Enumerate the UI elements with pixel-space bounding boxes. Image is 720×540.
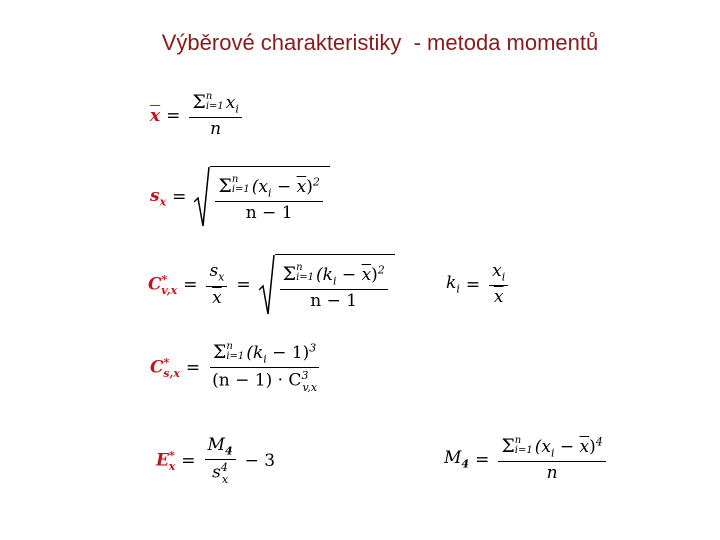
sum-lower: i=1: [296, 272, 315, 284]
cv-denominator: n − 1: [310, 291, 358, 312]
equals-sign: =: [181, 450, 196, 471]
mean-denominator: n: [210, 119, 222, 140]
sum-lower: i=1: [226, 350, 245, 362]
mean-fraction: [189, 92, 242, 139]
sum-upper: n: [231, 174, 239, 186]
power: 2: [312, 175, 320, 189]
cv-lhs: $C^*_{v,x}$: [148, 272, 178, 298]
radical-sign-icon: [194, 166, 210, 228]
formula-mean: [150, 92, 245, 139]
term: x: [225, 93, 236, 113]
cs-lhs: $C^*_{s,x}$: [150, 355, 180, 380]
equals-sign: =: [475, 449, 490, 470]
sum-symbol: Σ: [192, 91, 206, 113]
sum-upper: n: [296, 262, 303, 274]
term-sub: i: [235, 102, 239, 116]
cv-ratio: $\frac{s_x}{x}$: [206, 262, 227, 307]
minus: −: [336, 264, 362, 285]
mean-bar: $\overline{x}$: [579, 437, 590, 457]
term-sub: i: [263, 352, 267, 366]
term: (k: [246, 343, 264, 363]
cs-denominator: $(n - 1) \cdot C^3_{v,x}$: [212, 369, 318, 394]
cv-fraction: [280, 264, 388, 311]
power: 3: [309, 341, 317, 355]
sum-upper: n: [226, 340, 233, 352]
equals-sign: =: [183, 275, 198, 295]
formula-std: [150, 166, 330, 228]
sum-upper: n: [205, 90, 213, 102]
std-lhs: $s_x$: [150, 185, 167, 209]
sum-lower: i=1: [231, 184, 250, 196]
equals-sign: =: [185, 357, 201, 378]
paren: ): [371, 264, 378, 285]
equals-sign: =: [166, 105, 181, 126]
cs-fraction: [209, 342, 320, 394]
mean-bar: $\overline{x}$: [361, 264, 372, 285]
paren: ): [306, 176, 313, 197]
sqrt: [259, 254, 395, 316]
slide-title: Výběrové charakteristiky - metoda momentů: [161, 30, 599, 55]
m4-fraction: [498, 436, 605, 483]
minus: −: [271, 176, 297, 197]
radical-sign-icon: [259, 254, 275, 316]
term: (k: [316, 264, 333, 285]
ex-lhs: $E^*_x$: [156, 448, 176, 473]
term: (x: [251, 176, 269, 197]
m4-lhs: $M_4$: [444, 448, 470, 471]
formula-k: [446, 262, 511, 307]
sum-symbol: Σ: [501, 435, 515, 457]
sum-lower: i=1: [205, 100, 224, 112]
sum-symbol: Σ: [218, 174, 232, 197]
minus: −: [554, 437, 580, 457]
sum-lower: i=1: [514, 444, 533, 456]
std-fraction: [215, 176, 322, 223]
term-sub: i: [332, 274, 337, 288]
term-sub: i: [550, 446, 555, 460]
ex-tail: − 3: [244, 450, 276, 471]
mean-bar: $\overline{x}$: [296, 176, 307, 197]
sum-symbol: Σ: [282, 262, 297, 285]
m4-denominator: n: [546, 463, 558, 484]
equals-sign: =: [172, 187, 187, 207]
sum-symbol: Σ: [212, 341, 227, 363]
k-lhs: $k_i$: [446, 273, 460, 296]
paren: ): [589, 437, 596, 457]
power: 2: [377, 263, 385, 277]
term-sub: i: [268, 186, 272, 200]
equals-sign: =: [236, 275, 251, 295]
equals-sign: =: [465, 274, 481, 295]
mean-lhs: $\overline{x}$: [150, 105, 161, 126]
sum-upper: n: [514, 434, 522, 446]
formula-cv: [148, 254, 395, 316]
term: (x: [534, 437, 551, 457]
sqrt: [194, 166, 329, 228]
term-rest: − 1): [266, 343, 310, 363]
power: 4: [595, 435, 603, 449]
formula-ex: [156, 436, 281, 486]
k-fraction: $\frac{x_i}{x}$: [489, 262, 508, 307]
std-denominator: n − 1: [245, 203, 293, 224]
formula-m4: [444, 436, 609, 483]
ex-fraction: $\frac{M_4}{s^4_x}$: [205, 436, 236, 486]
formula-cs: [150, 342, 323, 394]
